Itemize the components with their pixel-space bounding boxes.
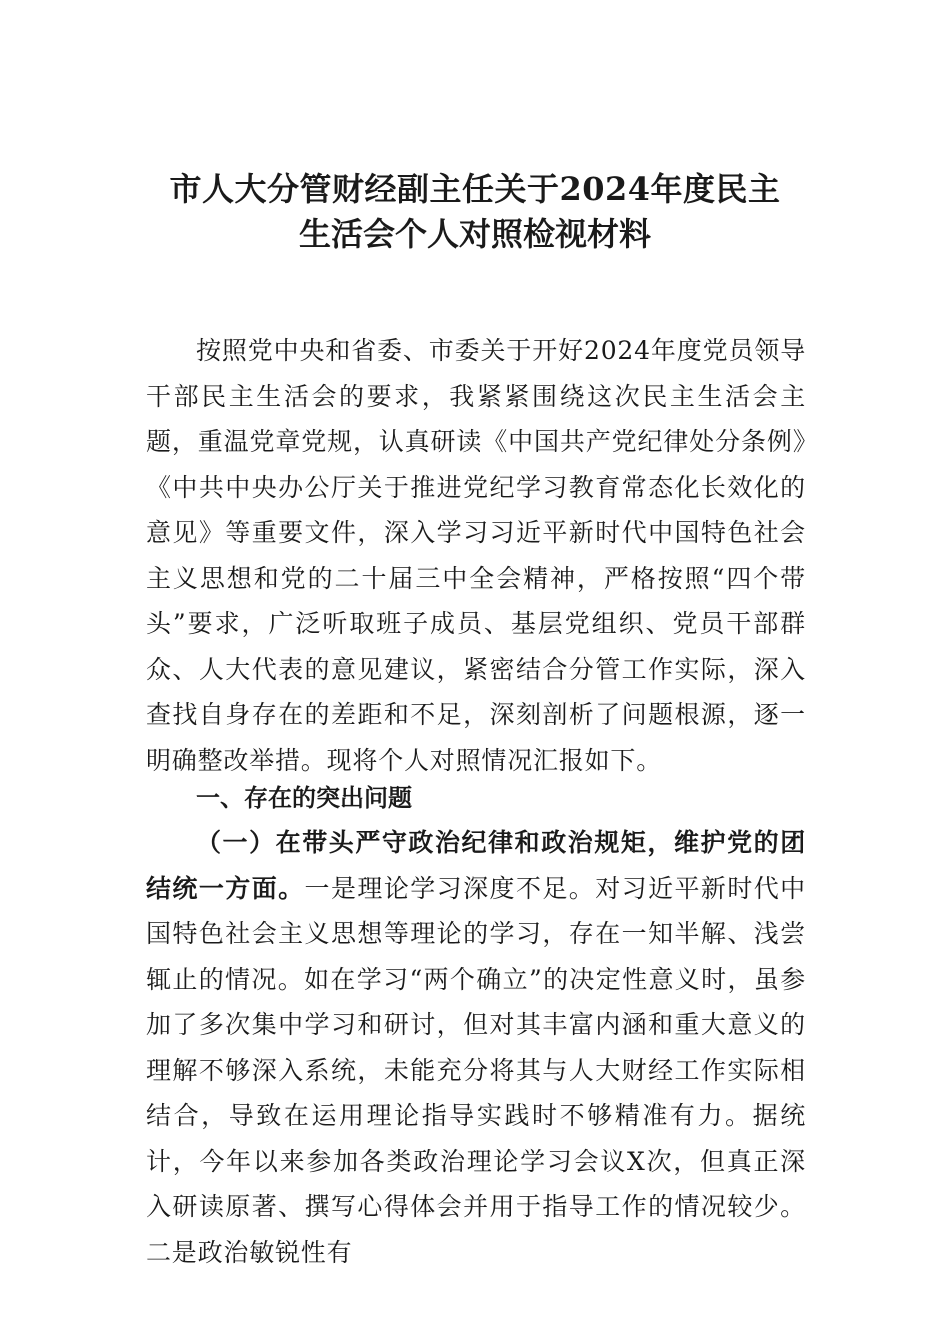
subsection-body: 一是理论学习深度不足。对习近平新时代中国特色社会主义思想等理论的学习，存在一知半解、浅尝辄止的情况。如在学习“两个确立”的决定性意义时，虽参加了多次集中学习和研讨，但对其丰富内涵和重大意义的理解不够深入系统，未能充分将其与人大财经工作实际相结合，导致在运用理论指导实践时不够精准有力。据统计，今年以来参加各类政治理论学习会议X次，但真正深入研读原著、撰写心得体会并用于指导工作的情况较少。二是政治敏锐性有 xyxy=(146,873,806,1267)
section-heading: 一、存在的突出问题 xyxy=(196,784,412,812)
subsection-title: （一）在带头严守政治纪律和政治规矩，维护党的团结统一方面。 xyxy=(146,828,806,903)
intro-paragraph: 按照党中央和省委、市委关于开好2024年度党员领导干部民主生活会的要求，我紧紧围绕这次民主生活会主题，重温党章党规，认真研读《中国共产党纪律处分条例》《中共中央办公厅关于推进党纪学习教育常态化长效化的意见》等重要文件，深入学习习近平新时代中国特色社会主义思想和党的二十届三中全会精神，严格按照“四个带头”要求，广泛听取班子成员、基层党组织、党员干部群众、人大代表的意见建议，紧密结合分管工作实际，深入查找自身存在的差距和不足，深刻剖析了问题根源，逐一明确整改举措。现将个人对照情况汇报如下。 xyxy=(146,336,806,775)
subsection-paragraph xyxy=(146,820,806,1275)
document-title-line1: 市人大分管财经副主任关于2024年度民主 xyxy=(169,170,781,208)
document-title-line2: 生活会个人对照检视材料 xyxy=(298,215,651,253)
